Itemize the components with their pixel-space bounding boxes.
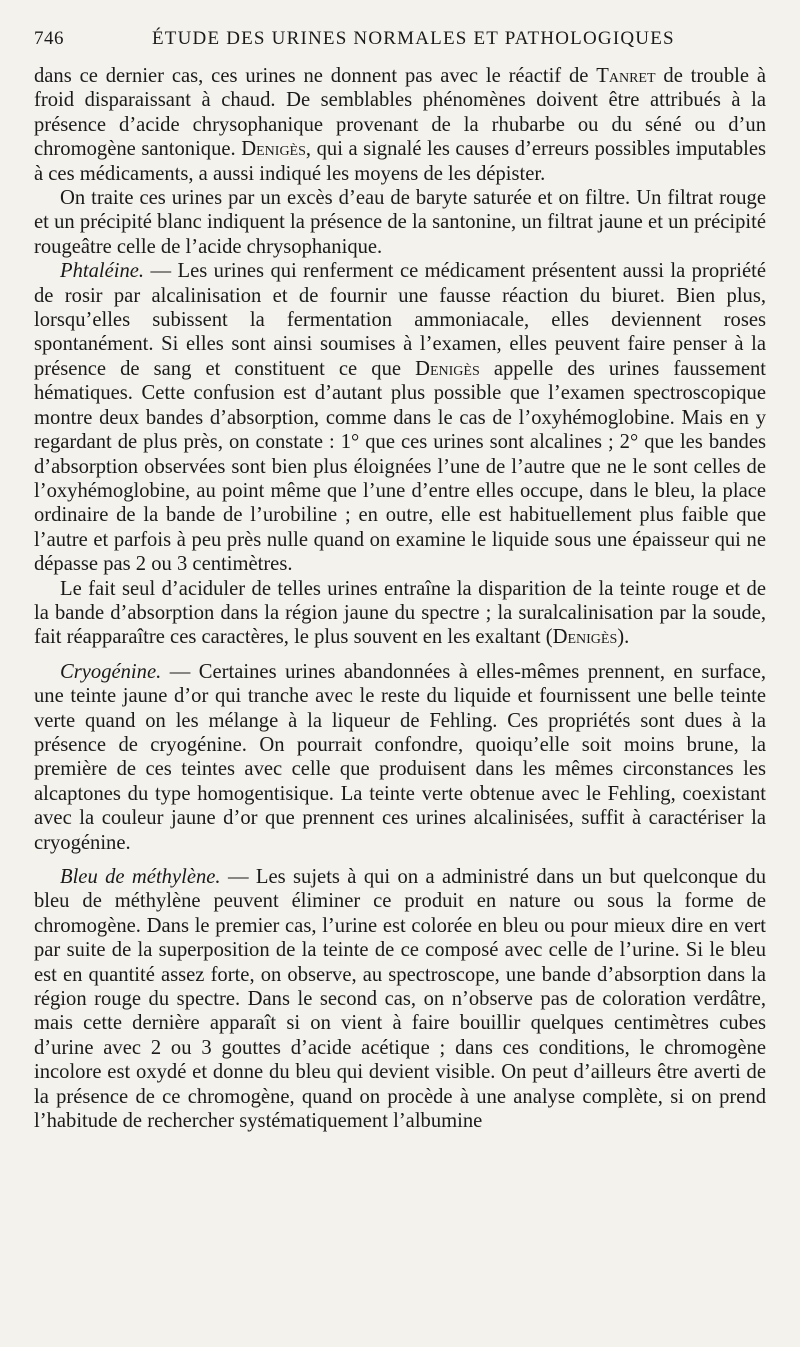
text-run: , qui a signalé les causes d’erreurs possibles imputables à ces médicaments, a aussi indiqué les moyens de les dépister. <box>34 138 766 185</box>
text-run: On traite ces urines par un excès d’eau de baryte saturée et on filtre. Un filtrat rouge et un précipité blanc indiquent la présence de la santonine, un filtrat jaune et un précipité rougeâtre celle de l’acide chrysophanique. <box>34 187 766 258</box>
text-run: — Les urines qui renferment ce médicament présentent aussi la propriété de rosir par alcalinisation et de fournir une fausse réaction du biuret. Bien plus, lorsqu’elles subissent la fermentation ammoniacale, elles deviennent roses spontanément. Si elles sont ainsi soumises à l’examen, elles peuvent faire penser à la présence de sang et constituent ce que <box>34 260 766 380</box>
text-run: — Certaines urines abandonnées à elles-mêmes prennent, en surface, une teinte jaune d’or qui tranche avec le reste du liquide et fournissent une belle teinte verte quand on les mélange à la liqueur de Fehling. Ces propriétés sont dues à la présence de cryogénine. On pourrait confondre, quoiqu’elle soit moins brune, la première de ces teintes avec celle que produisent dans les mêmes circonstances les alcaptones du type homogentisique. La teinte verte obtenue avec le Fehling, coexistant avec la couleur jaune d’or que prennent ces urines alcalinisées, suffit à caractériser la cryogénine. <box>34 660 766 854</box>
author-name: Denigès <box>415 357 480 380</box>
page-body <box>34 64 766 1133</box>
section-heading: Phtaléine. <box>60 260 145 283</box>
paragraph-santonine-test <box>34 186 766 259</box>
paragraph-acidification <box>34 577 766 650</box>
section-heading: Cryogénine. <box>60 660 162 683</box>
paragraph-phtaleine <box>34 259 766 576</box>
running-title: ÉTUDE DES URINES NORMALES ET PATHOLOGIQUES <box>152 28 675 49</box>
text-run: Le fait seul d’aciduler de telles urines entraîne la disparition de la teinte rouge et de la bande d’absorption dans la région jaune du spectre ; la suralcalinisation par la soude, fait réapparaître ces caractères, le plus souvent en les exaltant ( <box>34 577 766 649</box>
page-number: 746 <box>34 28 64 49</box>
text-run: de trouble à froid disparaissant à chaud. De semblables phénomènes doivent être attribués à la présence d’acide chrysophanique provenant de la rhubarbe ou du séné ou d’un chromogène santonique. <box>34 65 767 161</box>
section-heading: Bleu de méthylène. <box>60 866 221 888</box>
text-run: — Les sujets à qui on a administré dans un but quelconque du bleu de méthylène peuvent éliminer ce produit en nature ou sous la forme de chromogène. Dans le premier cas, l’urine est colorée en bleu ou pour mieux dire en vert par suite de la superposition de la teinte de ce composé avec celle de l’urine. Si le bleu est en quantité assez forte, on observe, au spectroscope, une bande d’absorption dans la région rouge du spectre. Dans le second cas, on n’observe pas de coloration verdâtre, mais cette dernière apparaît si on vient à faire bouillir quelques centimètres cubes d’urine avec 2 ou 3 gouttes d’acide acétique ; dans ces conditions, le chromogène incolore est oxydé et donne du bleu qui devient visible. On peut d’ailleurs être averti de la présence de ce chromogène, quand on procède à une analyse complète, si on prend l’habitude de rechercher systématiquement l’albumine <box>34 866 767 1133</box>
author-name: Denigès <box>552 626 618 649</box>
paragraph-cryogenine <box>34 660 766 855</box>
page-header <box>34 28 766 56</box>
paragraph-bleu-methylene <box>34 865 766 1133</box>
text-run: dans ce dernier cas, ces urines ne donnent pas avec le réactif de <box>34 65 597 87</box>
author-name: Denigès <box>241 138 306 161</box>
author-name: Tanret <box>596 65 656 87</box>
text-run: ). <box>617 626 630 649</box>
text-run: appelle des urines faussement hématiques. Cette confusion est d’autant plus possible que l’examen spectroscopique montre deux bandes d’absorption, comme dans le cas de l’oxyhémoglobine. Mais en y regardant de plus près, on constate : 1° que ces urines sont alcalines ; 2° que les bandes d’absorption observées sont bien plus éloignées l’une de l’autre que ne le sont celles de l’oxyhémoglobine, au point même que l’une d’entre elles occupe, dans le bleu, la place ordinaire de la bande de l’urobiline ; en outre, elle est habituellement plus faible que l’autre et parfois à peu près nulle quand on examine le liquide sous une épaisseur qui ne dépasse pas 2 ou 3 centimètres. <box>34 357 766 576</box>
paragraph-continuation <box>34 64 766 186</box>
